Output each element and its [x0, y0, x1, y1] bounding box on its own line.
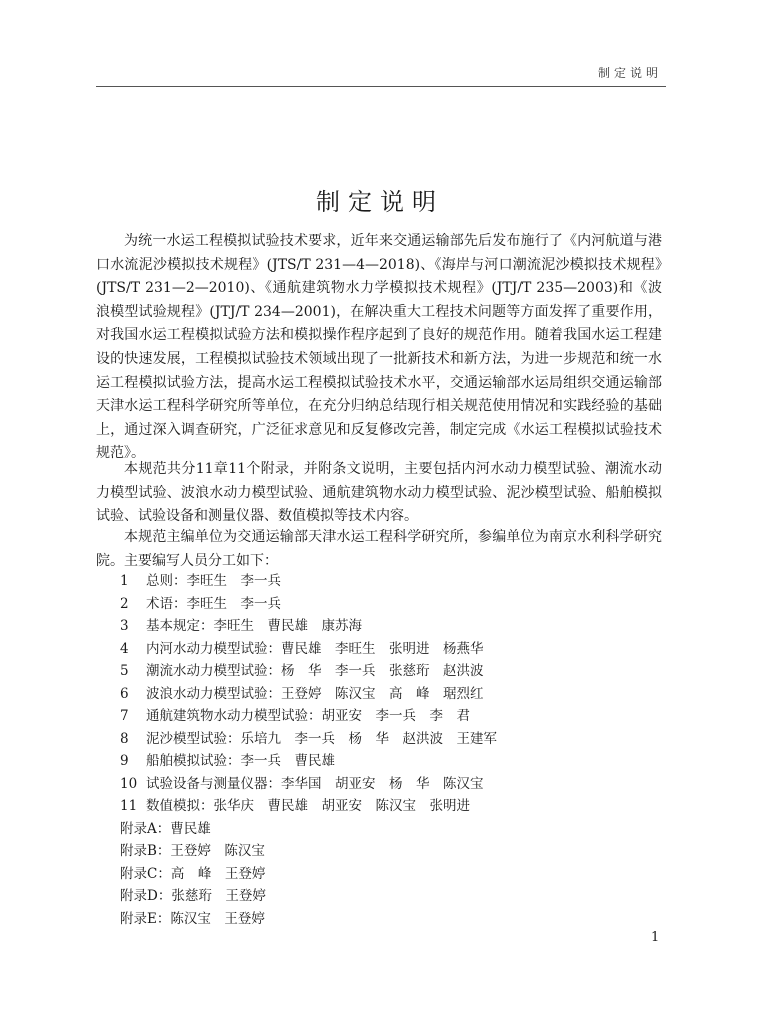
- body-paragraph: 本规范主编单位为交通运输部天津水运工程科学研究所，参编单位为南京水利科学研究院。主要编写人员分工如下：: [96, 529, 662, 569]
- chapter-item: [96, 660, 662, 683]
- chapter-item: [96, 593, 662, 616]
- chapter-item: [96, 750, 662, 773]
- chapter-number: 9: [120, 753, 129, 769]
- chapter-item: [96, 570, 662, 593]
- author-list: [96, 570, 662, 930]
- running-header: [96, 58, 666, 87]
- body-paragraph: 为统一水运工程模拟试验技术要求，近年来交通运输部先后发布施行了《内河航道与港口水流泥沙模拟技术规程》(JTS/T 231—4—2018)、《海岸与河口潮流泥沙模拟技术规程》(JTS/T 231—2—2010)、《通航建筑物水力学模拟技术规程》(JTJ/T 235—2003)和《波浪模型试验规程》(JTJ/T 234—2001)，在解决重大工程技术问题等方面发挥了重要作用，对我国水运工程模拟试验方法和模拟操作程序起到了良好的规范作用。随着我国水运工程建设的快速发展，工程模拟试验技术领域出现了一批新技术和新方法，为进一步规范和统一水运工程模拟试验方法，提高水运工程模拟试验技术水平，交通运输部水运局组织交通运输部天津水运工程科学研究所等单位，在充分归纳总结现行相关规范使用情况和实践经验的基础上，通过深入调查研究，广泛征求意见和反复修改完善，制定完成《水运工程模拟试验技术规范》。: [96, 233, 662, 462]
- chapter-number: 5: [120, 663, 129, 679]
- chapter-item: [96, 728, 662, 751]
- appendix-item: 附录A：曹民雄: [120, 820, 211, 837]
- chapter-authors: 试验设备与测量仪器：李华国 胡亚安 杨 华 陈汉宝: [146, 775, 484, 792]
- appendix-item: 附录B：王登婷 陈汉宝: [120, 843, 265, 859]
- chapter-number: 8: [120, 730, 129, 747]
- chapter-number: 2: [120, 595, 129, 612]
- chapter-number: 1: [120, 573, 129, 589]
- chapter-number: 7: [120, 708, 129, 724]
- chapter-item: [96, 795, 662, 818]
- appendix-item: 附录D：张慈珩 王登婷: [120, 888, 266, 904]
- running-header-title: 制定说明: [597, 66, 662, 80]
- chapter-authors: 术语：李旺生 李一兵: [146, 595, 281, 612]
- chapter-authors: 通航建筑物水动力模型试验：胡亚安 李一兵 李 君: [146, 708, 470, 724]
- chapter-item: [96, 683, 662, 706]
- chapter-item: [96, 773, 662, 796]
- chapter-number: 3: [120, 618, 129, 634]
- chapter-number: 10: [120, 775, 138, 792]
- chapter-item: [96, 615, 662, 638]
- chapter-number: 11: [120, 798, 138, 814]
- chapter-authors: 内河水动力模型试验：曹民雄 李旺生 张明进 杨燕华: [146, 640, 484, 657]
- body-paragraph: 本规范共分11章11个附录，并附条文说明，主要包括内河水动力模型试验、潮流水动力模型试验、波浪水动力模型试验、通航建筑物水动力模型试验、泥沙模型试验、船舶模拟试验、试验设备和测量仪器、数值模拟等技术内容。: [96, 461, 662, 525]
- chapter-number: 6: [120, 685, 129, 702]
- chapter-authors: 泥沙模型试验：乐培九 李一兵 杨 华 赵洪波 王建军: [146, 730, 497, 747]
- chapter-authors: 总则：李旺生 李一兵: [146, 573, 281, 589]
- chapter-authors: 波浪水动力模型试验：王登婷 陈汉宝 高 峰 琚烈红: [146, 685, 484, 702]
- chapter-authors: 基本规定：李旺生 曹民雄 康苏海: [146, 618, 362, 634]
- chapter-number: 4: [120, 640, 129, 657]
- appendix-item: 附录C：高 峰 王登婷: [120, 865, 266, 882]
- chapter-authors: 船舶模拟试验：李一兵 曹民雄: [146, 753, 335, 769]
- chapter-item: [96, 705, 662, 728]
- appendix-item: 附录E：陈汉宝 王登婷: [120, 910, 265, 927]
- chapter-item: [96, 638, 662, 661]
- page-number: 1: [651, 930, 660, 945]
- page-title: 制定说明: [316, 188, 444, 216]
- chapter-authors: 潮流水动力模型试验：杨 华 李一兵 张慈珩 赵洪波: [146, 663, 484, 679]
- chapter-authors: 数值模拟：张华庆 曹民雄 胡亚安 陈汉宝 张明进: [146, 798, 470, 814]
